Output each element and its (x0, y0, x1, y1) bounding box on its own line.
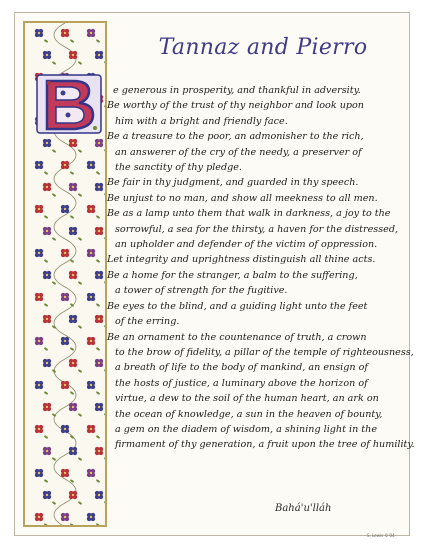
leaf-motif (78, 61, 83, 65)
flower-motif (95, 139, 103, 147)
flower-motif (35, 425, 43, 433)
text-line: virtue, a dew to the soil of the human heart, an ark on (115, 393, 379, 405)
flower-motif (35, 161, 43, 169)
leaf-motif (44, 435, 49, 439)
flower-motif (87, 249, 95, 257)
flower-motif (35, 205, 43, 213)
text-line: of the erring. (115, 316, 180, 328)
flower-motif (35, 469, 43, 477)
text-line: an upholder and defender of the victim of oppression. (115, 239, 378, 251)
flower-motif (43, 183, 51, 191)
flower-motif (61, 29, 69, 37)
leaf-motif (96, 259, 101, 263)
text-line: Be fair in thy judgment, and guarded in thy speech. (107, 177, 359, 189)
leaf-motif (52, 457, 57, 461)
illuminated-initial-icon (35, 73, 103, 135)
text-line: e generous in prosperity, and thankful in adversity. (113, 85, 361, 96)
leaf-motif (96, 435, 101, 439)
flower-motif (61, 293, 69, 301)
flower-motif (95, 271, 103, 279)
flower-motif (87, 425, 95, 433)
leaf-motif (78, 149, 83, 153)
text-line: Be eyes to the blind, and a guiding light unto the feet (107, 300, 368, 312)
leaf-motif (78, 237, 83, 241)
leaf-motif (104, 281, 105, 285)
text-line: a gem on the diadem of wisdom, a shining light in the (115, 423, 378, 435)
leaf-motif (52, 501, 57, 505)
leaf-motif (70, 171, 75, 175)
leaf-motif (44, 391, 49, 395)
text-line: a tower of strength for the fugitive. (115, 285, 288, 297)
leaf-motif (44, 39, 49, 43)
leaf-motif (96, 215, 101, 219)
flower-motif (69, 183, 77, 191)
text-line: an answerer of the cry of the needy, a preserver of (115, 146, 362, 158)
text-line: to the brow of fidelity, a pillar of the temple of righteousness, (115, 346, 414, 358)
text-line: Be a treasure to the poor, an admonisher to the rich, (107, 131, 364, 143)
leaf-motif (78, 413, 83, 417)
leaf-motif (44, 259, 49, 263)
leaf-motif (52, 237, 57, 241)
leaf-motif (78, 193, 83, 197)
flower-motif (87, 293, 95, 301)
flower-motif (61, 161, 69, 169)
leaf-motif (44, 523, 49, 525)
author-attribution: Bahá'u'lláh (275, 503, 332, 514)
text-line: Be an ornament to the countenance of truth, a crown (107, 331, 367, 343)
flower-motif (43, 227, 51, 235)
flower-motif (43, 359, 51, 367)
artist-signature: S. Lewis ©'04 (367, 533, 395, 538)
flower-motif (87, 205, 95, 213)
flower-motif (43, 139, 51, 147)
leaf-motif (44, 215, 49, 219)
leaf-motif (96, 347, 101, 351)
leaf-motif (104, 193, 105, 197)
leaf-motif (70, 215, 75, 219)
leaf-motif (96, 479, 101, 483)
flower-motif (87, 29, 95, 37)
leaf-motif (104, 237, 105, 241)
flower-motif (87, 381, 95, 389)
leaf-motif (78, 281, 83, 285)
text-line: Be as a lamp unto them that walk in darkness, a joy to the (107, 208, 391, 220)
leaf-motif (78, 369, 83, 373)
leaf-motif (70, 39, 75, 43)
flower-motif (43, 491, 51, 499)
text-line: the sanctity of thy pledge. (115, 162, 242, 174)
flower-motif (69, 491, 77, 499)
leaf-motif (104, 413, 105, 417)
flower-motif (95, 447, 103, 455)
leaf-motif (96, 171, 101, 175)
text-line: Be worthy of the trust of thy neighbor and look upon (107, 100, 364, 112)
flower-motif (43, 403, 51, 411)
flower-motif (35, 293, 43, 301)
flower-motif (69, 403, 77, 411)
leaf-motif (78, 325, 83, 329)
text-line: Let integrity and uprightness distinguish all thine acts. (107, 254, 376, 266)
flower-motif (69, 447, 77, 455)
text-line: the ocean of knowledge, a sun in the heaven of bounty, (115, 408, 383, 420)
leaf-motif (52, 61, 57, 65)
leaf-motif (104, 61, 105, 65)
text-line: him with a bright and friendly face. (115, 115, 288, 127)
flower-motif (43, 271, 51, 279)
flower-motif (69, 51, 77, 59)
flower-motif (87, 513, 95, 521)
flower-motif (61, 249, 69, 257)
flower-motif (69, 139, 77, 147)
parchment-sheet (14, 12, 415, 538)
flower-motif (43, 447, 51, 455)
flower-motif (69, 359, 77, 367)
flower-motif (87, 469, 95, 477)
prayer-text (107, 83, 415, 453)
flower-motif (43, 51, 51, 59)
flower-motif (35, 381, 43, 389)
flower-motif (95, 359, 103, 367)
leaf-motif (104, 149, 105, 153)
flower-motif (69, 271, 77, 279)
flower-motif (95, 227, 103, 235)
flower-motif (95, 491, 103, 499)
leaf-motif (96, 523, 101, 525)
text-line: Be unjust to no man, and show all meekness to all men. (107, 192, 378, 204)
leaf-motif (104, 325, 105, 329)
text-line: sorrowful, a sea for the thirsty, a haven for the distressed, (115, 223, 399, 235)
dropcap-letter: B (99, 131, 100, 132)
leaf-motif (70, 391, 75, 395)
leaf-motif (78, 457, 83, 461)
text-line: Be a home for the stranger, a balm to the suffering, (107, 269, 358, 281)
leaf-motif (44, 171, 49, 175)
flower-motif (35, 337, 43, 345)
leaf-motif (104, 457, 105, 461)
leaf-motif (104, 105, 105, 109)
page-title: Tannaz and Pierro (158, 35, 368, 60)
flower-motif (95, 403, 103, 411)
leaf-motif (96, 303, 101, 307)
leaf-motif (44, 479, 49, 483)
leaf-motif (70, 523, 75, 525)
leaf-motif (44, 347, 49, 351)
leaf-motif (104, 369, 105, 373)
flower-motif (69, 227, 77, 235)
text-line: a breath of life to the body of mankind, an ensign of (115, 362, 368, 374)
flower-motif (95, 315, 103, 323)
flower-motif (35, 29, 43, 37)
leaf-motif (52, 281, 57, 285)
flower-motif (61, 381, 69, 389)
flower-motif (61, 337, 69, 345)
leaf-motif (70, 347, 75, 351)
flower-motif (61, 425, 69, 433)
flower-motif (61, 469, 69, 477)
flower-motif (61, 513, 69, 521)
flower-motif (87, 337, 95, 345)
flower-motif (69, 315, 77, 323)
leaf-motif (104, 501, 105, 505)
leaf-motif (52, 193, 57, 197)
flower-motif (87, 161, 95, 169)
leaf-motif (44, 303, 49, 307)
flower-motif (95, 51, 103, 59)
flower-motif (61, 205, 69, 213)
leaf-motif (96, 391, 101, 395)
leaf-motif (96, 39, 101, 43)
flower-motif (43, 315, 51, 323)
flower-motif (35, 249, 43, 257)
flower-motif (35, 513, 43, 521)
text-line: the hosts of justice, a luminary above the horizon of (115, 377, 368, 389)
flower-motif (95, 183, 103, 191)
text-line: firmament of thy generation, a fruit upon the tree of humility. (115, 439, 415, 451)
leaf-motif (52, 149, 57, 153)
leaf-motif (78, 501, 83, 505)
